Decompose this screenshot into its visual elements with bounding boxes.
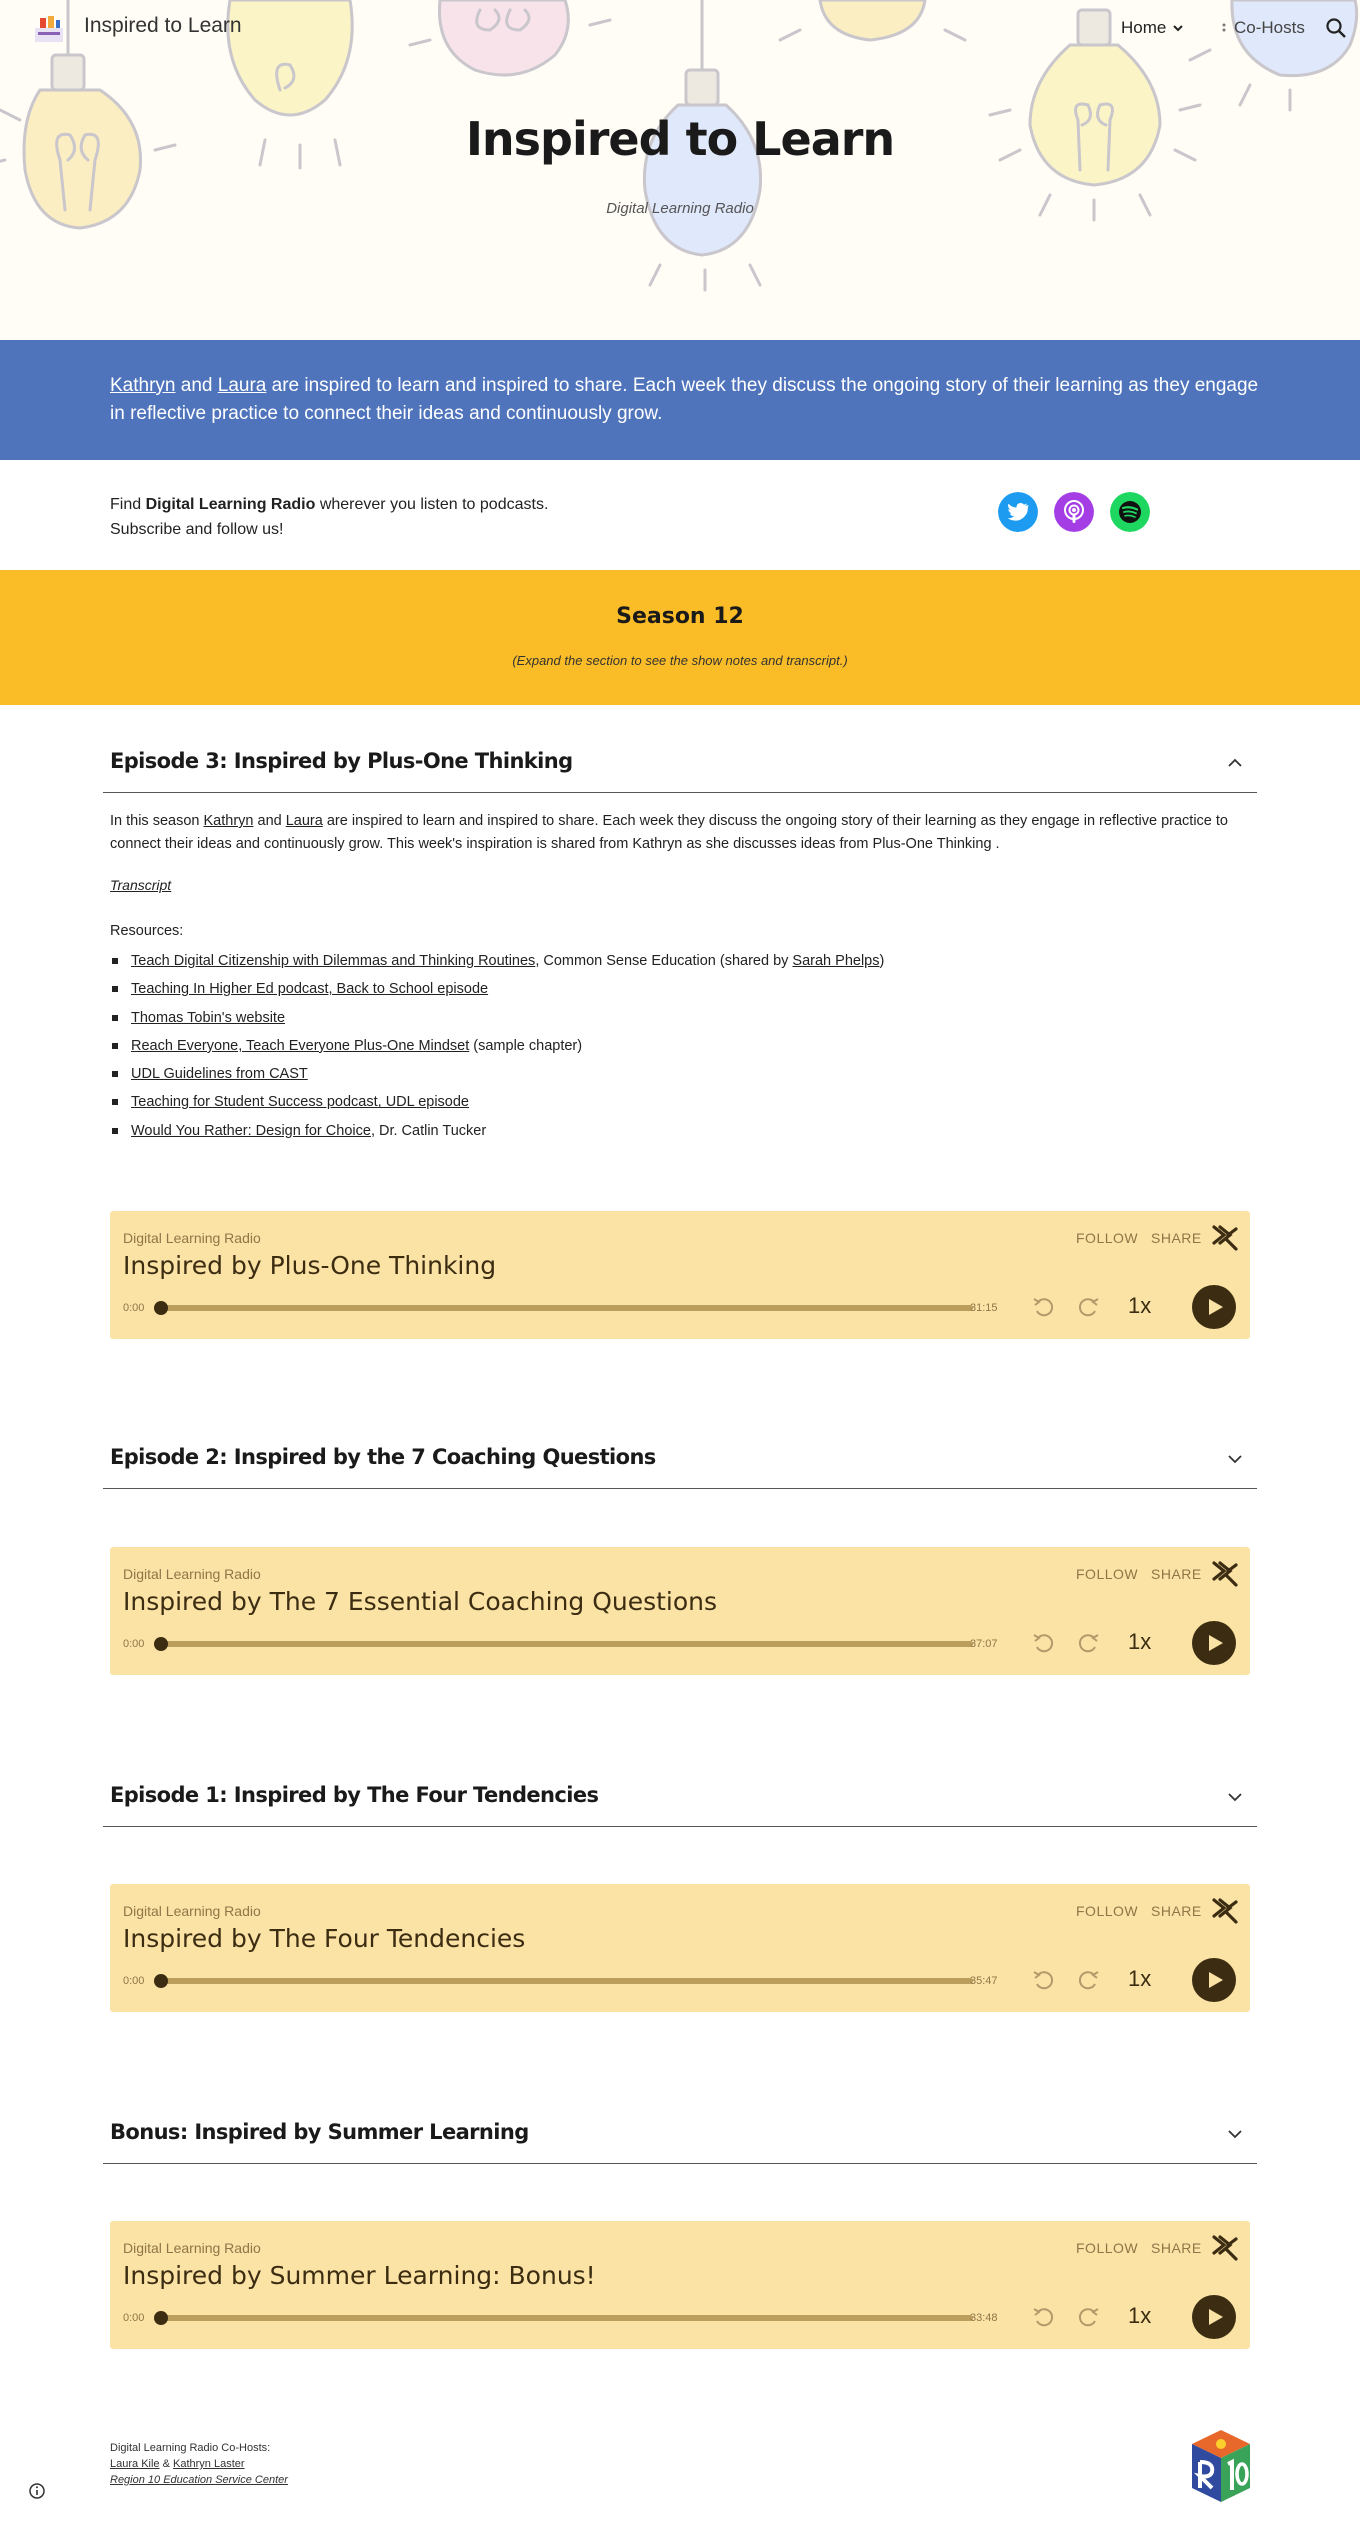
play-icon: [1207, 2308, 1225, 2326]
audio-player: [110, 1211, 1250, 1339]
progress-bar[interactable]: [156, 1978, 973, 1984]
list-item: [110, 1060, 884, 1088]
current-time: 0:00: [123, 1975, 145, 1987]
chevron-down-icon[interactable]: [1225, 2124, 1245, 2144]
region10-logo[interactable]: [1188, 2428, 1254, 2504]
progress-knob[interactable]: [154, 1301, 168, 1315]
page-title: Inspired to Learn: [465, 112, 895, 166]
footer-line1: Digital Learning Radio Co-Hosts:: [110, 2442, 271, 2454]
kathryn-link[interactable]: Kathryn: [110, 375, 176, 396]
rewind-icon[interactable]: [1030, 1629, 1058, 1657]
share-button[interactable]: SHARE: [1151, 1230, 1202, 1246]
share-button[interactable]: SHARE: [1151, 1566, 1202, 1582]
resource-text-end: ): [879, 953, 885, 969]
play-button[interactable]: [1192, 1621, 1236, 1665]
follow-button[interactable]: FOLLOW: [1076, 2240, 1139, 2256]
episode-title: Episode 3: Inspired by Plus-One Thinking: [110, 749, 573, 773]
twitter-icon[interactable]: [998, 492, 1038, 532]
chevron-down-icon[interactable]: [1225, 1449, 1245, 1469]
duration: 33:48: [970, 2312, 998, 2324]
list-item: [110, 1004, 884, 1032]
play-icon: [1207, 1298, 1225, 1316]
lightbulb-illustration: [0, 0, 1360, 340]
progress-bar[interactable]: [156, 2315, 973, 2321]
resource-text: (sample chapter): [469, 1037, 583, 1054]
subscribe-section: [0, 460, 1360, 570]
resource-text: , Common Sense Education (shared by: [535, 953, 793, 969]
resource-link-secondary[interactable]: Sarah Phelps: [792, 953, 880, 969]
footer-amp: &: [159, 2458, 173, 2470]
rewind-icon[interactable]: [1030, 2303, 1058, 2331]
site-logo-icon[interactable]: [32, 12, 66, 46]
player-title[interactable]: Inspired by The Four Tendencies: [123, 1924, 526, 1953]
notes-body: are inspired to learn and inspired to share. Each week they discuss the ongoing story of their learning as they engage in reflective practice to connect their ideas and continuously grow. This week's inspiration is shared from Kathryn as she discusses ideas from Plus-One Thinking .: [110, 813, 1228, 852]
region10-link[interactable]: Region 10 Education Service Center: [110, 2474, 288, 2486]
progress-knob[interactable]: [154, 2311, 168, 2325]
play-button[interactable]: [1192, 1958, 1236, 2002]
season-band: [0, 570, 1360, 705]
play-button[interactable]: [1192, 1285, 1236, 1329]
nav-home-label: Home: [1121, 18, 1167, 37]
player-brand[interactable]: Digital Learning Radio: [123, 1903, 261, 1919]
progress-knob[interactable]: [154, 1974, 168, 1988]
nav-cohosts[interactable]: [1220, 18, 1305, 38]
audio-player: [110, 1547, 1250, 1675]
playback-speed-button[interactable]: 1x: [1128, 1966, 1152, 1991]
chevron-down-icon[interactable]: [1225, 1787, 1245, 1807]
resource-link[interactable]: Teaching for Student Success podcast, UDL episode: [131, 1094, 469, 1111]
duration: 37:07: [970, 1638, 998, 1650]
episode-header[interactable]: [103, 1429, 1257, 1489]
duration: 31:15: [970, 1302, 998, 1314]
intro-band: [0, 340, 1360, 460]
subscribe-suffix: wherever you listen to podcasts.: [315, 496, 549, 513]
list-item: [110, 947, 884, 975]
podcast-host-logo-icon[interactable]: [1210, 1223, 1240, 1253]
list-item: [110, 975, 884, 1003]
current-time: 0:00: [123, 2312, 145, 2324]
current-time: 0:00: [123, 1638, 145, 1650]
resource-link[interactable]: Teach Digital Citizenship with Dilemmas and Thinking Routines: [131, 953, 536, 969]
play-icon: [1207, 1634, 1225, 1652]
hero-banner: [0, 0, 1360, 340]
player-title[interactable]: Inspired by Summer Learning: Bonus!: [123, 2261, 596, 2290]
drag-handle-icon: [1220, 21, 1228, 35]
list-item: [110, 1117, 884, 1145]
rewind-icon[interactable]: [1030, 1293, 1058, 1321]
list-item: [110, 1088, 884, 1116]
spotify-icon[interactable]: [1110, 492, 1150, 532]
chevron-up-icon[interactable]: [1225, 753, 1245, 773]
intro-and: and: [175, 375, 218, 396]
search-icon[interactable]: [1324, 16, 1348, 40]
podcast-host-logo-icon[interactable]: [1210, 2233, 1240, 2263]
fast-forward-icon[interactable]: [1074, 1293, 1102, 1321]
playback-speed-button[interactable]: 1x: [1128, 1293, 1152, 1318]
playback-speed-button[interactable]: 1x: [1128, 2303, 1152, 2328]
resource-link[interactable]: UDL Guidelines from CAST: [131, 1066, 308, 1083]
nav-cohosts-label: Co-Hosts: [1234, 18, 1305, 37]
notes-kathryn-link[interactable]: Kathryn: [203, 813, 254, 829]
page-subtitle: Digital Learning Radio: [606, 200, 754, 217]
resource-link[interactable]: Teaching In Higher Ed podcast, Back to School episode: [131, 981, 489, 998]
list-item: [110, 1032, 884, 1060]
player-title[interactable]: Inspired by The 7 Essential Coaching Questions: [123, 1587, 718, 1616]
resource-link[interactable]: Thomas Tobin's website: [131, 1009, 286, 1026]
laura-link[interactable]: Laura: [217, 375, 267, 396]
footer-hosts: [110, 2456, 288, 2472]
resource-text: , Dr. Catlin Tucker: [370, 1122, 487, 1139]
playback-speed-button[interactable]: 1x: [1128, 1629, 1152, 1654]
episode-title: Episode 1: Inspired by The Four Tendencies: [110, 1783, 599, 1807]
progress-bar[interactable]: [156, 1641, 973, 1647]
chevron-down-icon: [1172, 22, 1184, 34]
apple-podcasts-icon[interactable]: [1054, 492, 1094, 532]
nav-home[interactable]: [1121, 18, 1184, 38]
fast-forward-icon[interactable]: [1074, 1629, 1102, 1657]
resource-link[interactable]: Reach Everyone, Teach Everyone Plus-One Mindset: [131, 1037, 470, 1054]
podcast-host-logo-icon[interactable]: [1210, 1896, 1240, 1926]
transcript-link[interactable]: Transcript: [110, 877, 172, 893]
audio-player: [110, 2221, 1250, 2349]
episode-header[interactable]: [103, 733, 1257, 793]
notes-laura-link[interactable]: Laura: [285, 813, 323, 829]
season-note: (Expand the section to see the show notes and transcript.): [512, 653, 848, 668]
current-time: 0:00: [123, 1302, 145, 1314]
kathryn-laster-link[interactable]: Kathryn Laster: [173, 2458, 245, 2470]
footer: [110, 2440, 288, 2488]
episode-title: Episode 2: Inspired by the 7 Coaching Questions: [110, 1445, 656, 1469]
info-icon[interactable]: [28, 2482, 46, 2500]
notes-and: and: [253, 813, 286, 829]
player-title[interactable]: Inspired by Plus-One Thinking: [123, 1251, 497, 1280]
player-brand[interactable]: Digital Learning Radio: [123, 2240, 261, 2256]
subscribe-line2: Subscribe and follow us!: [110, 521, 284, 538]
progress-bar[interactable]: [156, 1305, 973, 1311]
follow-button[interactable]: FOLLOW: [1076, 1903, 1139, 1919]
fast-forward-icon[interactable]: [1074, 1966, 1102, 1994]
episode-header[interactable]: [103, 1767, 1257, 1827]
intro-text: [110, 372, 1260, 428]
subscribe-text: [110, 492, 548, 542]
intro-body: are inspired to learn and inspired to share. Each week they discuss the ongoing story of their learning as they engage in reflective practice to connect their ideas and continuously grow.: [110, 375, 1259, 424]
resources-label: Resources:: [110, 923, 184, 939]
play-icon: [1207, 1971, 1225, 1989]
podcast-name: Digital Learning Radio: [145, 496, 316, 513]
player-brand[interactable]: Digital Learning Radio: [123, 1230, 261, 1246]
player-brand[interactable]: Digital Learning Radio: [123, 1566, 261, 1582]
resource-link[interactable]: Would You Rather: Design for Choice: [131, 1122, 371, 1139]
duration: 35:47: [970, 1975, 998, 1987]
episode-header[interactable]: [103, 2104, 1257, 2164]
episode-title: Bonus: Inspired by Summer Learning: [110, 2120, 529, 2144]
resources-list: [110, 947, 884, 1145]
season-title: Season 12: [616, 604, 744, 629]
notes-prefix: In this season: [110, 813, 204, 829]
progress-knob[interactable]: [154, 1637, 168, 1651]
follow-button[interactable]: FOLLOW: [1076, 1566, 1139, 1582]
follow-button[interactable]: FOLLOW: [1076, 1230, 1139, 1246]
play-button[interactable]: [1192, 2295, 1236, 2339]
share-button[interactable]: SHARE: [1151, 1903, 1202, 1919]
podcast-host-logo-icon[interactable]: [1210, 1559, 1240, 1589]
rewind-icon[interactable]: [1030, 1966, 1058, 1994]
fast-forward-icon[interactable]: [1074, 2303, 1102, 2331]
share-button[interactable]: SHARE: [1151, 2240, 1202, 2256]
site-name[interactable]: Inspired to Learn: [84, 14, 242, 37]
episode-notes: [110, 810, 1260, 856]
audio-player: [110, 1884, 1250, 2012]
subscribe-prefix: Find: [110, 496, 146, 513]
laura-kile-link[interactable]: Laura Kile: [110, 2458, 160, 2470]
